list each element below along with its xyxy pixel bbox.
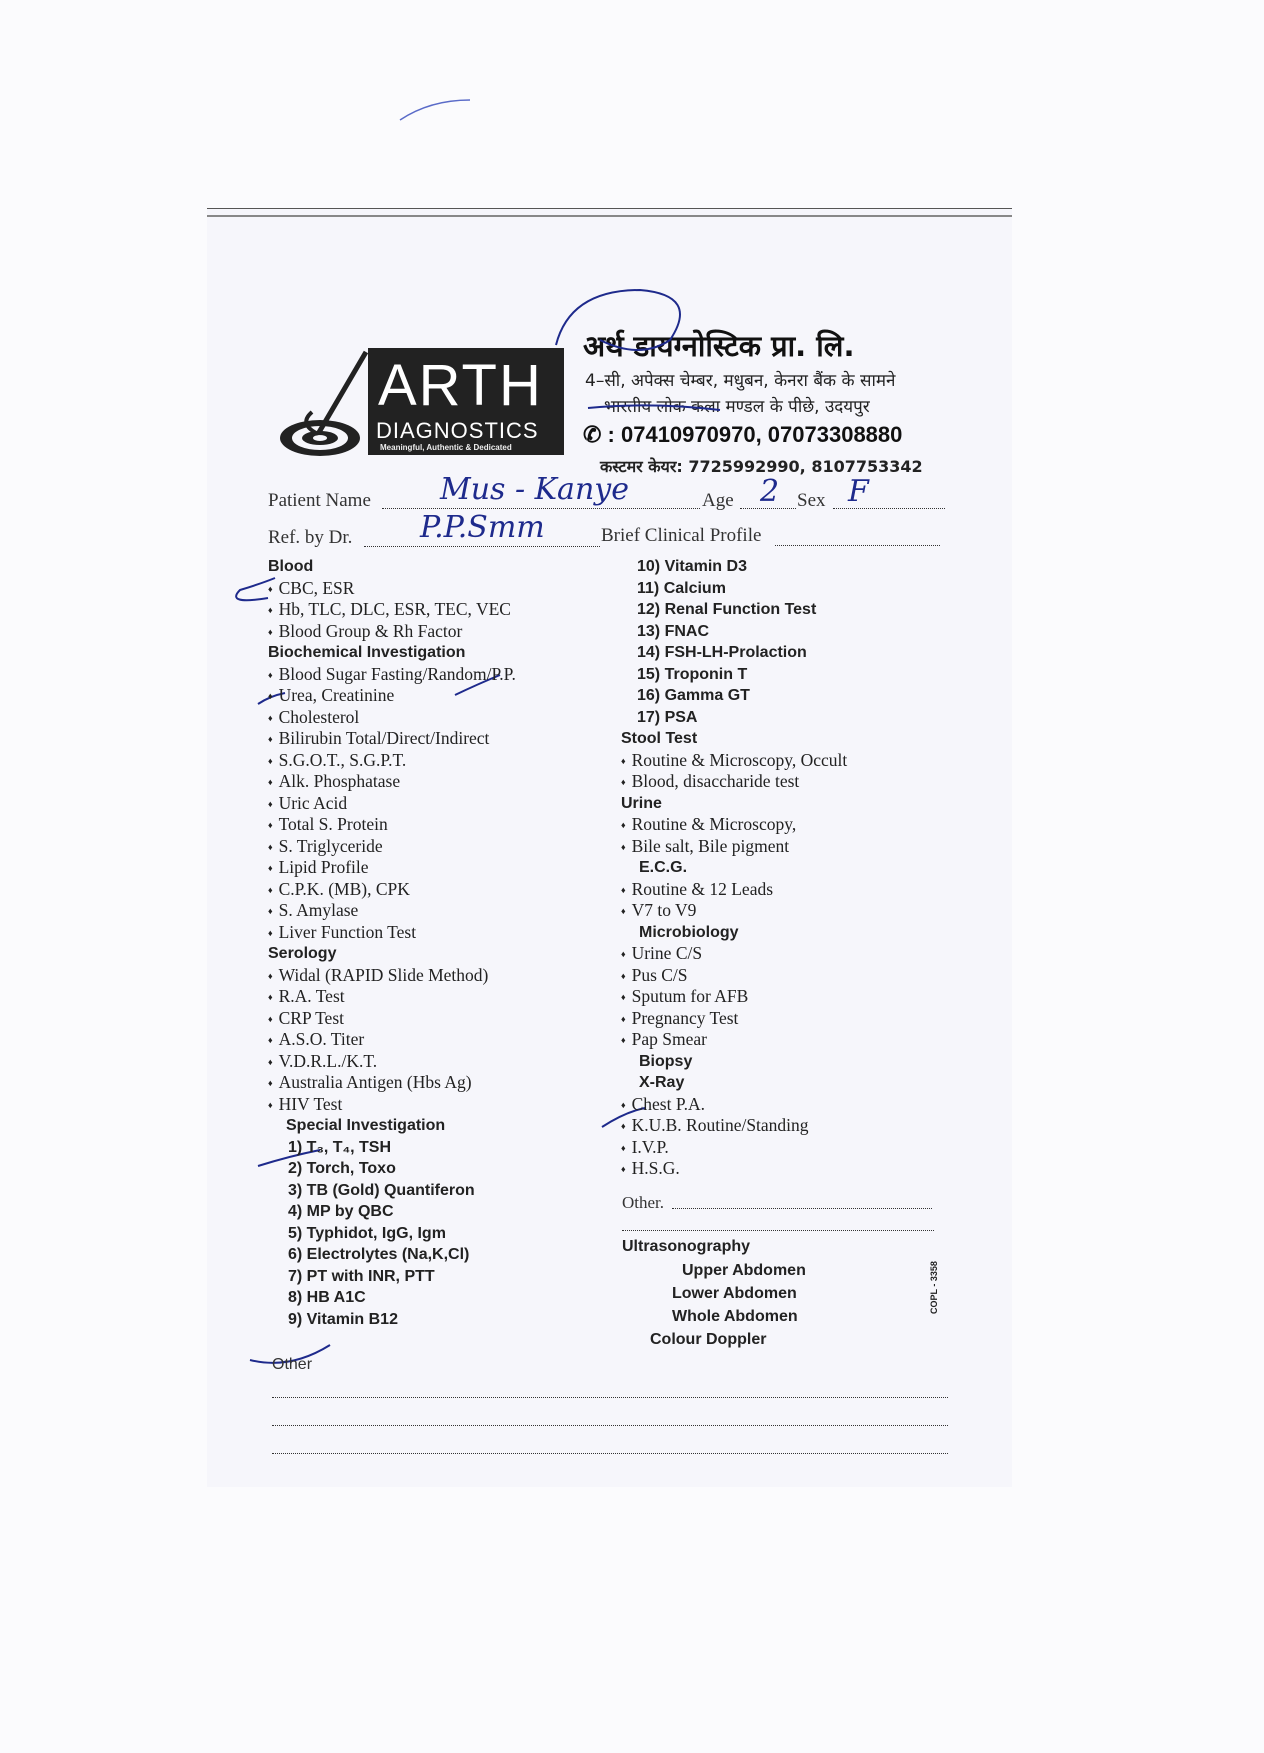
test-item[interactable]: ♦ Bilirubin Total/Direct/Indirect [268,728,516,750]
phone-numbers: ✆ : 07410970970, 07073308880 [583,422,903,447]
sex-value[interactable]: F [848,474,869,509]
test-item[interactable]: ♦ Lipid Profile [268,857,516,879]
test-item[interactable]: 6) Electrolytes (Na,K,Cl) [288,1246,470,1263]
test-item[interactable]: ♦ Urea, Creatinine [268,685,516,707]
logo-tagline: Meaningful, Authentic & Dedicated [380,443,512,452]
test-item[interactable]: 3) TB (Gold) Quantiferon [288,1181,475,1199]
test-item[interactable]: ♦ Blood Sugar Fasting/Random/P.P. [268,664,516,686]
us-whole-abdomen[interactable]: Whole Abdomen [672,1308,798,1325]
patient-name-label: Patient Name [268,490,371,511]
test-item[interactable]: 1) T₃, T₄, TSH [288,1138,392,1156]
test-item[interactable]: 15) Troponin T [637,665,748,683]
section-heading: E.C.G. [639,859,688,876]
us-lower-abdomen[interactable]: Lower Abdomen [672,1285,797,1302]
test-item[interactable]: 10) Vitamin D3 [637,558,747,575]
test-item[interactable]: 11) Calcium [637,579,726,597]
section-heading: Biochemical Investigation [268,644,466,661]
ultrasound-title: Ultrasonography [622,1238,751,1255]
test-item[interactable]: ♦ Bile salt, Bile pigment [621,836,847,858]
test-item[interactable]: ♦ V.D.R.L./K.T. [268,1051,516,1073]
test-item[interactable]: ♦ S. Triglyceride [268,836,516,858]
sex-label: Sex [797,490,826,511]
test-item[interactable]: ♦ Pap Smear [621,1029,847,1051]
patient-name-line [382,508,700,509]
test-item[interactable]: ♦ Sputum for AFB [621,986,847,1008]
test-item[interactable]: ♦ Urine C/S [621,943,847,965]
logo-brand: ARTH [378,353,543,418]
test-item[interactable]: ♦ Routine & 12 Leads [621,879,847,901]
logo-sub: DIAGNOSTICS [376,418,539,443]
test-item[interactable]: ♦ V7 to V9 [621,900,847,922]
right-other-line-1[interactable] [672,1208,932,1209]
test-item[interactable]: ♦ R.A. Test [268,986,516,1008]
section-heading: Blood [268,558,314,575]
test-item[interactable]: ♦ Widal (RAPID Slide Method) [268,965,516,987]
test-item[interactable]: ♦ H.S.G. [621,1158,847,1180]
test-item[interactable]: ♦ Cholesterol [268,707,516,729]
test-item[interactable]: ♦ Pregnancy Test [621,1008,847,1030]
test-item[interactable]: ♦ Routine & Microscopy, [621,814,847,836]
test-item[interactable]: ♦ S.G.O.T., S.G.P.T. [268,750,516,772]
section-heading: Special Investigation [286,1117,446,1134]
section-heading: Biopsy [639,1052,693,1070]
test-item[interactable]: ♦ Alk. Phosphatase [268,771,516,793]
section-heading: Serology [268,945,337,962]
section-heading: Stool Test [621,730,698,747]
test-item[interactable]: ♦ Uric Acid [268,793,516,815]
section-heading: X-Ray [639,1074,685,1091]
test-item[interactable]: ♦ Pus C/S [621,965,847,987]
test-item[interactable]: ♦ S. Amylase [268,900,516,922]
other-line-1[interactable] [272,1397,948,1398]
right-other-label: Other. [622,1193,665,1212]
ref-doctor-value[interactable]: P.P.Smm [420,510,545,545]
test-item[interactable]: 14) FSH-LH-Prolaction [637,644,807,661]
clinical-profile-label: Brief Clinical Profile [601,525,762,546]
test-item[interactable]: ♦ C.P.K. (MB), CPK [268,879,516,901]
other-line-3[interactable] [272,1453,948,1454]
test-item[interactable]: 5) Typhidot, IgG, Igm [288,1224,446,1242]
test-item[interactable]: 9) Vitamin B12 [288,1310,398,1328]
test-item[interactable]: 13) FNAC [637,622,710,640]
us-colour-doppler[interactable]: Colour Doppler [650,1331,767,1348]
customer-care: कस्टमर केयर: 7725992990, 8107753342 [600,457,923,476]
test-item[interactable]: ♦ Hb, TLC, DLC, ESR, TEC, VEC [268,599,516,621]
test-item[interactable]: ♦ Routine & Microscopy, Occult [621,750,847,772]
test-item[interactable]: 2) Torch, Toxo [288,1160,396,1177]
test-item[interactable]: ♦ Liver Function Test [268,922,516,944]
test-item[interactable]: ♦ CRP Test [268,1008,516,1030]
patient-name-value[interactable]: Mus - Kanye [440,472,629,507]
age-value[interactable]: 2 [760,474,780,509]
test-item[interactable]: ♦ Australia Antigen (Hbs Ag) [268,1072,516,1094]
company-name-hindi: अर्थ डायग्नोस्टिक प्रा. लि. [583,329,855,363]
test-item[interactable]: ♦ I.V.P. [621,1137,847,1159]
ref-doctor-label: Ref. by Dr. [268,527,353,548]
test-item[interactable]: 12) Renal Function Test [637,601,817,618]
address-line-2: भारतीय लोक कला मण्डल के पीछे, उदयपुर [604,397,870,417]
left-other-label: Other [272,1356,313,1373]
test-item[interactable]: ♦ Blood, disaccharide test [621,771,847,793]
test-item[interactable]: 17) PSA [637,708,698,726]
test-item[interactable]: ♦ A.S.O. Titer [268,1029,516,1051]
ref-doctor-line [364,546,600,547]
section-heading: Urine [621,794,662,812]
test-item[interactable]: ♦ HIV Test [268,1094,516,1116]
right-test-list [621,556,847,1180]
test-item[interactable]: ♦ Blood Group & Rh Factor [268,621,516,643]
right-other-line-2[interactable] [622,1230,934,1231]
other-line-2[interactable] [272,1425,948,1426]
test-item[interactable]: 16) Gamma GT [637,687,750,704]
test-item[interactable]: 7) PT with INR, PTT [288,1267,435,1285]
test-item[interactable]: ♦ CBC, ESR [268,578,516,600]
age-label: Age [702,490,734,511]
address-line-1: 4–सी, अपेक्स चेम्बर, मधुबन, केनरा बैंक के सामने [585,371,896,391]
left-test-list [268,556,516,1330]
us-upper-abdomen[interactable]: Upper Abdomen [682,1262,806,1279]
test-item[interactable]: ♦ Chest P.A. [621,1094,847,1116]
section-heading: Microbiology [639,923,739,941]
clinical-profile-line[interactable] [775,545,940,546]
form-code: COPL - 3358 [929,1261,939,1314]
test-item[interactable]: 4) MP by QBC [288,1203,394,1220]
test-item[interactable]: ♦ Total S. Protein [268,814,516,836]
test-item[interactable]: 8) HB A1C [288,1289,366,1306]
test-item[interactable]: ♦ K.U.B. Routine/Standing [621,1115,847,1137]
